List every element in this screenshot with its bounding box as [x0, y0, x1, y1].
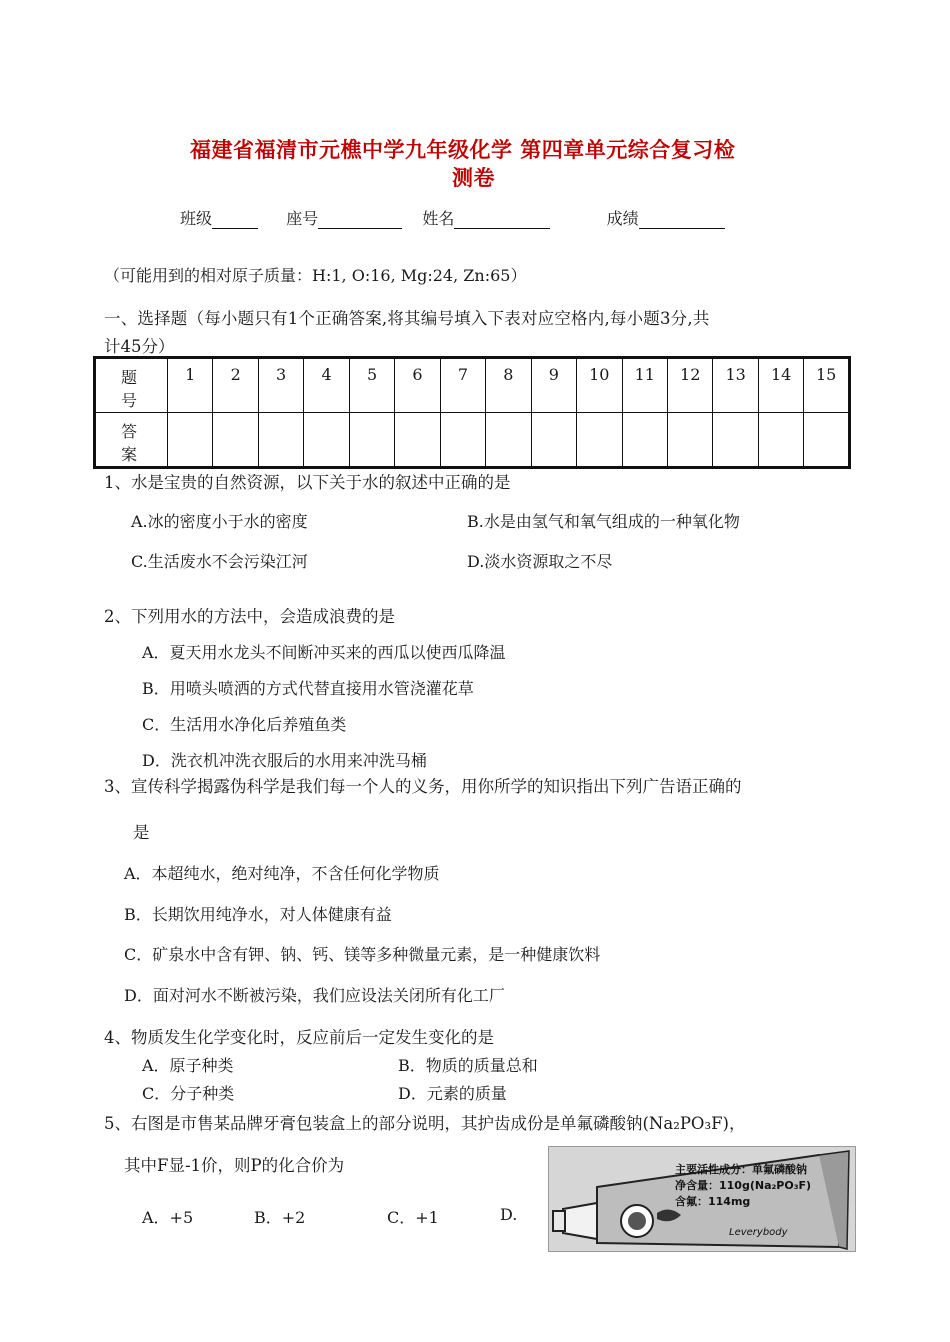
- q-number: 12: [667, 358, 712, 413]
- table-row-answers: [95, 413, 850, 468]
- toothpaste-net-weight: 净含量：110g(Na₂PO₃F): [675, 1179, 812, 1192]
- q5-stem: 5、右图是市售某品牌牙膏包装盒上的部分说明，其护齿成份是单氟磷酸钠(Na₂PO₃F)，: [104, 1114, 746, 1133]
- q-number: 1: [168, 358, 213, 413]
- q3-option-d: D．面对河水不断被污染，我们应设法关闭所有化工厂: [124, 986, 505, 1005]
- q3-stem: 3、宣传科学揭露伪科学是我们每一个人的义务，用你所学的知识指出下列广告语正确的: [104, 777, 742, 796]
- q-number: 4: [304, 358, 349, 413]
- q4-option-a: A．原子种类: [142, 1056, 234, 1075]
- q5-stem-cont: 其中F显-1价，则P的化合价为: [124, 1156, 345, 1175]
- q-number: 6: [395, 358, 440, 413]
- q-number: 5: [349, 358, 394, 413]
- q4-option-c: C．分子种类: [142, 1084, 235, 1103]
- answer-cell[interactable]: [213, 413, 258, 468]
- answer-cell[interactable]: [349, 413, 394, 468]
- q2-option-c: C．生活用水净化后养殖鱼类: [142, 715, 347, 734]
- q4-option-d: D．元素的质量: [398, 1084, 507, 1103]
- answer-cell[interactable]: [168, 413, 213, 468]
- q-number: 3: [258, 358, 303, 413]
- q3-option-b: B．长期饮用纯净水，对人体健康有益: [124, 905, 392, 924]
- q3-option-a: A．本超纯水，绝对纯净，不含任何化学物质: [124, 864, 440, 883]
- row-label-number: 题 号: [95, 358, 168, 413]
- toothpaste-brand: Leverybody: [729, 1227, 788, 1238]
- q5-option-b: B．+2: [254, 1208, 306, 1227]
- answer-cell[interactable]: [758, 413, 803, 468]
- score-blank[interactable]: [639, 210, 725, 229]
- exam-title-cont: 测卷: [452, 166, 495, 190]
- toothpaste-figure: [548, 1146, 856, 1252]
- exam-title: 福建省福清市元樵中学九年级化学 第四章单元综合复习检: [190, 138, 736, 162]
- answer-cell[interactable]: [258, 413, 303, 468]
- answer-table: [93, 356, 851, 469]
- answer-cell[interactable]: [440, 413, 485, 468]
- atomic-mass-note: （可能用到的相对原子质量：H:1, O:16, Mg:24, Zn:65）: [104, 266, 527, 285]
- class-blank[interactable]: [212, 210, 258, 229]
- name-blank[interactable]: [454, 210, 550, 229]
- student-info-row: [180, 206, 725, 229]
- toothpaste-fluoride: 含氟：114mg: [675, 1195, 751, 1208]
- q5-option-c: C．+1: [387, 1208, 439, 1227]
- q1-option-a: A.冰的密度小于水的密度: [131, 512, 308, 531]
- q5-option-d: D.: [500, 1205, 518, 1224]
- section1-heading: 一、选择题（每小题只有1个正确答案,将其编号填入下表对应空格内,每小题3分,共: [104, 309, 710, 328]
- q1-option-c: C.生活废水不会污染江河: [131, 552, 308, 571]
- q-number: 14: [758, 358, 803, 413]
- toothpaste-ingredient: 主要活性成分：单氟磷酸钠: [675, 1163, 807, 1176]
- q4-stem: 4、物质发生化学变化时，反应前后一定发生变化的是: [104, 1028, 494, 1047]
- q-number: 8: [486, 358, 531, 413]
- q1-option-d: D.淡水资源取之不尽: [467, 552, 613, 571]
- answer-cell[interactable]: [395, 413, 440, 468]
- seat-blank[interactable]: [318, 210, 402, 229]
- answer-cell[interactable]: [713, 413, 758, 468]
- seat-label: 座号: [286, 209, 319, 228]
- q-number: 2: [213, 358, 258, 413]
- q5-option-a: A．+5: [142, 1208, 194, 1227]
- q-number: 15: [804, 358, 850, 413]
- q4-option-b: B．物质的质量总和: [398, 1056, 538, 1075]
- q-number: 11: [622, 358, 667, 413]
- score-label: 成绩: [606, 209, 639, 228]
- answer-cell[interactable]: [622, 413, 667, 468]
- answer-cell[interactable]: [531, 413, 576, 468]
- q1-option-b: B.水是由氢气和氧气组成的一种氧化物: [467, 512, 740, 531]
- q1-stem: 1、水是宝贵的自然资源，以下关于水的叙述中正确的是: [104, 473, 511, 492]
- q-number: 7: [440, 358, 485, 413]
- q2-option-b: B．用喷头喷洒的方式代替直接用水管浇灌花草: [142, 679, 474, 698]
- answer-cell[interactable]: [304, 413, 349, 468]
- answer-cell[interactable]: [667, 413, 712, 468]
- table-row-numbers: [95, 358, 850, 413]
- q2-option-d: D．洗衣机冲洗衣服后的水用来冲洗马桶: [142, 751, 427, 770]
- row-label-answer: 答 案: [95, 413, 168, 468]
- q3-stem-cont: 是: [133, 823, 150, 842]
- q-number: 10: [577, 358, 622, 413]
- name-label: 姓名: [422, 209, 455, 228]
- q2-option-a: A．夏天用水龙头不间断冲买来的西瓜以使西瓜降温: [142, 643, 506, 662]
- class-label: 班级: [180, 209, 213, 228]
- section1-heading-cont: 计45分）: [104, 337, 175, 356]
- q2-stem: 2、下列用水的方法中，会造成浪费的是: [104, 607, 395, 626]
- q-number: 13: [713, 358, 758, 413]
- answer-cell[interactable]: [486, 413, 531, 468]
- q3-option-c: C．矿泉水中含有钾、钠、钙、镁等多种微量元素，是一种健康饮料: [124, 945, 601, 964]
- q-number: 9: [531, 358, 576, 413]
- answer-cell[interactable]: [804, 413, 850, 468]
- answer-cell[interactable]: [577, 413, 622, 468]
